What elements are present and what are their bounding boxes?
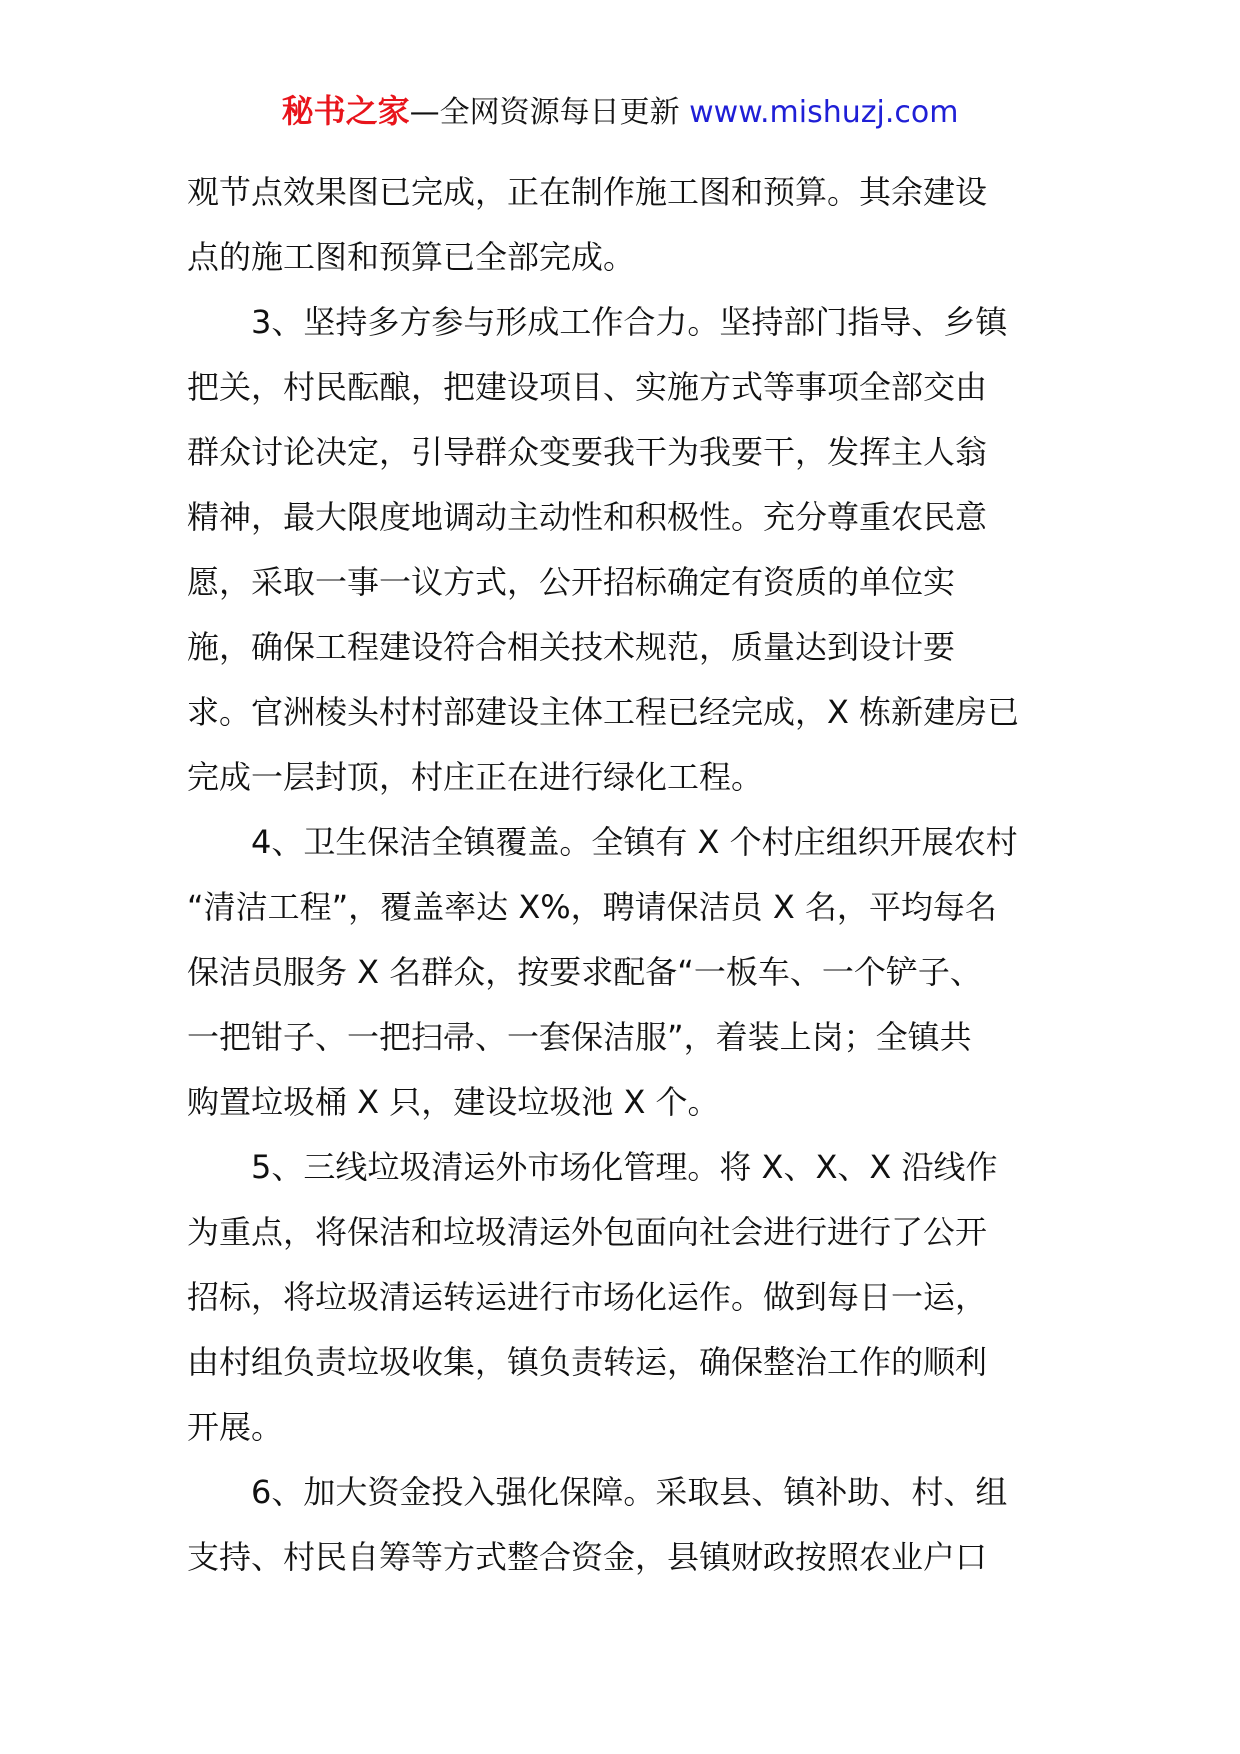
text-line: 把关，村民酝酿，把建设项目、实施方式等事项全部交由 — [187, 368, 988, 406]
text-line: 5、三线垃圾清运外市场化管理。将 X、X、X 沿线作 — [251, 1148, 998, 1186]
text-line: 愿，采取一事一议方式，公开招标确定有资质的单位实 — [187, 563, 956, 601]
watermark-header — [0, 90, 1240, 134]
site-url-link[interactable]: www.mishuzj.com — [689, 95, 959, 130]
text-line: 施，确保工程建设符合相关技术规范，质量达到设计要 — [187, 628, 956, 666]
text-line: 观节点效果图已完成，正在制作施工图和预算。其余建设 — [187, 173, 988, 211]
text-line: 精神，最大限度地调动主动性和积极性。充分尊重农民意 — [187, 498, 988, 536]
text-line: 招标，将垃圾清运转运进行市场化运作。做到每日一运， — [187, 1278, 988, 1316]
header-slogan: —全网资源每日更新 — [409, 95, 690, 130]
text-line: 为重点，将保洁和垃圾清运外包面向社会进行进行了公开 — [187, 1213, 988, 1251]
text-line: 6、加大资金投入强化保障。采取县、镇补助、村、组 — [251, 1473, 1008, 1511]
text-line: 4、卫生保洁全镇覆盖。全镇有 X 个村庄组织开展农村 — [251, 823, 1018, 861]
text-line: 点的施工图和预算已全部完成。 — [187, 238, 636, 276]
text-line: 购置垃圾桶 X 只，建设垃圾池 X 个。 — [187, 1083, 720, 1121]
text-line: 由村组负责垃圾收集，镇负责转运，确保整治工作的顺利 — [187, 1343, 988, 1381]
text-line: “清洁工程”，覆盖率达 X%，聘请保洁员 X 名，平均每名 — [187, 888, 997, 926]
text-line: 支持、村民自筹等方式整合资金，县镇财政按照农业户口 — [187, 1538, 988, 1576]
document-body — [187, 160, 1055, 1590]
text-line: 求。官洲棱头村村部建设主体工程已经完成，X 栋新建房已 — [187, 693, 1020, 731]
text-line: 群众讨论决定，引导群众变要我干为我要干，发挥主人翁 — [187, 433, 988, 471]
text-line: 3、坚持多方参与形成工作合力。坚持部门指导、乡镇 — [251, 303, 1008, 341]
brand-name: 秘书之家 — [281, 92, 410, 130]
text-line: 一把钳子、一把扫帚、一套保洁服”，着装上岗；全镇共 — [187, 1018, 972, 1056]
text-line: 保洁员服务 X 名群众，按要求配备“一板车、一个铲子、 — [187, 953, 982, 991]
text-line: 开展。 — [187, 1408, 284, 1446]
text-line: 完成一层封顶，村庄正在进行绿化工程。 — [187, 758, 764, 796]
